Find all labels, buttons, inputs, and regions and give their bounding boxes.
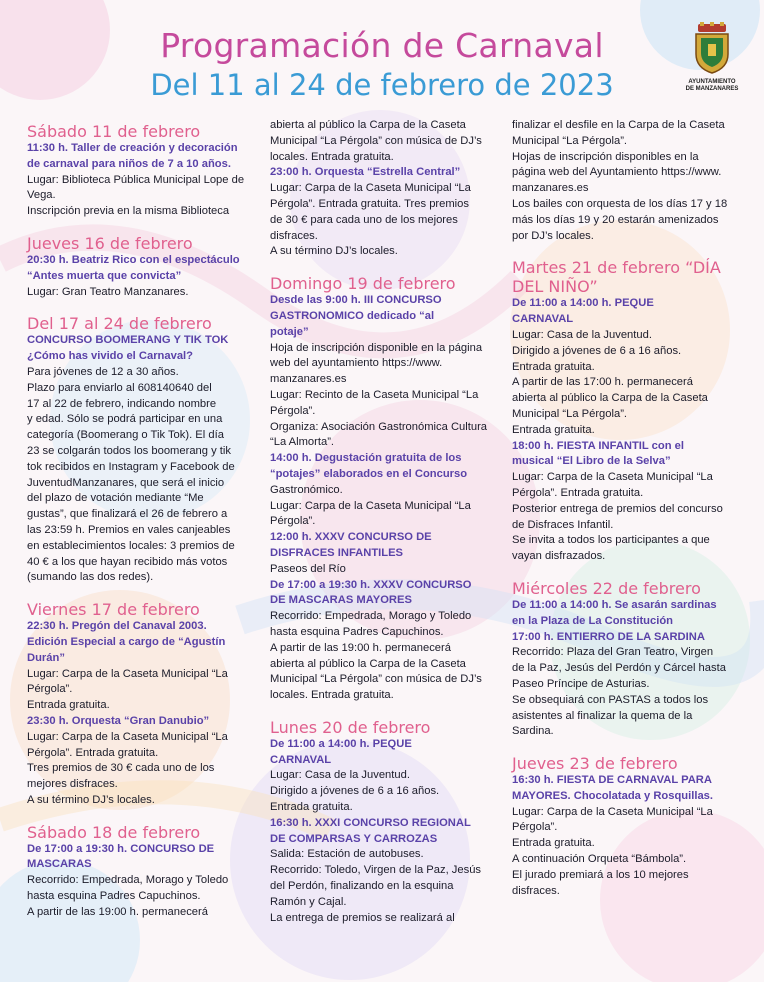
page-subtitle: Del 11 al 24 de febrero de 2023 bbox=[150, 68, 614, 102]
day-heading: Lunes 20 de febrero bbox=[270, 717, 431, 737]
column-3 bbox=[512, 118, 744, 899]
event-line: 12:00 h. XXXV CONCURSO DE bbox=[270, 531, 432, 544]
detail-line: las 23:59 h. Premios en vales canjeables bbox=[27, 523, 231, 536]
event-line: CARNAVAL bbox=[512, 313, 574, 326]
detail-line: Municipal “La Pérgola” con música de DJ’s bbox=[270, 673, 482, 686]
detail-line: JuventudManzanares, que será el inicio bbox=[27, 476, 225, 489]
section-spacer bbox=[27, 220, 253, 234]
coat-of-arms-icon bbox=[690, 22, 734, 74]
detail-line: Vega. bbox=[27, 189, 56, 202]
detail-line: abierta al público la Carpa de la Caseta bbox=[512, 392, 708, 405]
event-line: De 17:00 a 19:30 h. XXXV CONCURSO bbox=[270, 578, 472, 591]
logo bbox=[680, 22, 744, 93]
detail-line: Los bailes con orquesta de los días 17 y 18 bbox=[512, 197, 728, 210]
detail-line: web del ayuntamiento https://www. bbox=[270, 357, 443, 370]
detail-line: de Disfraces Infantil. bbox=[512, 518, 614, 531]
detail-line: Entrada gratuita. bbox=[512, 360, 595, 373]
detail-line: manzanares.es bbox=[270, 373, 347, 386]
event-line: “Antes muerta que convicta” bbox=[27, 269, 182, 282]
detail-line: “La Almorta”. bbox=[270, 436, 335, 449]
event-line: De 11:00 a 14:00 h. Se asarán sardinas bbox=[512, 598, 717, 611]
detail-line: Gastronómico. bbox=[270, 483, 343, 496]
event-line: Desde las 9:00 h. III CONCURSO bbox=[270, 294, 442, 307]
detail-line: Se obsequiará con PASTAS a todos los bbox=[512, 693, 709, 706]
detail-line: Pérgola”. Entrada gratuita. Tres premios bbox=[270, 197, 469, 210]
detail-line: Para jóvenes de 12 a 30 años. bbox=[27, 365, 179, 378]
detail-line: Dirigido a jóvenes de 6 a 16 años. bbox=[270, 785, 440, 798]
detail-line: Lugar: Carpa de la Caseta Municipal “La bbox=[27, 730, 228, 743]
detail-line: categoría (Boomerang o Tik Tok). El día bbox=[27, 429, 224, 442]
detail-line: en establecimientos locales: 3 premios de bbox=[27, 539, 235, 552]
event-line: de carnaval para niños de 7 a 10 años. bbox=[27, 157, 231, 170]
detail-line: hasta esquina Padres Capuchinos. bbox=[270, 625, 444, 638]
event-line: CONCURSO BOOMERANG Y TIK TOK bbox=[27, 334, 229, 347]
day-heading: Sábado 11 de febrero bbox=[27, 122, 201, 141]
event-line: 16:30 h. FIESTA DE CARNAVAL PARA bbox=[512, 774, 712, 787]
event-line: potaje” bbox=[270, 325, 309, 338]
detail-line: de 30 € para cada uno de los mejores bbox=[270, 213, 458, 226]
detail-line: Municipal “La Pérgola”. bbox=[512, 134, 628, 147]
detail-line: locales. Entrada gratuita. bbox=[270, 689, 394, 702]
event-line: GASTRONOMICO dedicado “al bbox=[270, 309, 435, 322]
day-heading: Del 17 al 24 de febrero bbox=[27, 314, 212, 334]
logo-caption-1: AYUNTAMIENTO bbox=[688, 79, 736, 85]
detail-line: Paseos del Río bbox=[270, 562, 346, 575]
detail-line: Lugar: Gran Teatro Manzanares. bbox=[27, 285, 189, 298]
detail-line: A partir de las 17:00 h. permanecerá bbox=[512, 376, 693, 389]
event-line: 20:30 h. Beatriz Rico con el espectáculo bbox=[27, 253, 240, 266]
detail-line: A continuación Orqueta “Bámbola”. bbox=[512, 853, 687, 866]
detail-line: Lugar: Carpa de la Caseta Municipal “La bbox=[27, 667, 228, 680]
detail-line: A partir de las 19:00 h. permanecerá bbox=[270, 641, 451, 654]
detail-line: Hoja de inscripción disponible en la página bbox=[270, 341, 483, 354]
detail-line: Organiza: Asociación Gastronómica Cultura bbox=[270, 420, 488, 433]
section-spacer bbox=[27, 300, 253, 314]
event-line: 17:00 h. ENTIERRO DE LA SARDINA bbox=[512, 630, 705, 643]
detail-line: asistentes al finalizar la quema de la bbox=[512, 709, 693, 722]
detail-line: Recorrido: Empedrada, Morago y Toledo bbox=[270, 610, 472, 623]
detail-line: Ramón y Cajal. bbox=[270, 895, 347, 908]
event-line: De 11:00 a 14:00 h. PEQUE bbox=[512, 297, 654, 310]
detail-line: A su término DJ’s locales. bbox=[27, 793, 155, 806]
event-line: 18:00 h. FIESTA INFANTIL con el bbox=[512, 439, 684, 452]
detail-line: tok recibidos en Instagram y Facebook de bbox=[27, 460, 235, 473]
detail-line: Pérgola”. bbox=[512, 821, 558, 834]
section-spacer bbox=[270, 704, 498, 718]
detail-line: página web del Ayuntamiento https://www. bbox=[512, 166, 722, 179]
detail-line: locales. Entrada gratuita. bbox=[270, 150, 394, 163]
detail-line: Inscripción previa en la misma Biblioteca bbox=[27, 205, 230, 218]
detail-line: Salida: Estación de autobuses. bbox=[270, 848, 424, 861]
detail-line: Municipal “La Pérgola” con música de DJ’s bbox=[270, 134, 482, 147]
section-spacer bbox=[512, 565, 744, 579]
event-line: en la Plaza de La Constitución bbox=[512, 614, 674, 627]
event-line: ¿Cómo has vivido el Carnaval? bbox=[27, 350, 193, 363]
event-line: MAYORES. Chocolatada y Rosquillas. bbox=[512, 789, 714, 802]
detail-line: Entrada gratuita. bbox=[27, 699, 110, 712]
detail-line: Lugar: Carpa de la Caseta Municipal “La bbox=[270, 182, 471, 195]
event-line: CARNAVAL bbox=[270, 753, 332, 766]
event-line: 11:30 h. Taller de creación y decoración bbox=[27, 142, 238, 154]
detail-line: Paseo Príncipe de Asturias. bbox=[512, 677, 650, 690]
detail-line: Entrada gratuita. bbox=[512, 423, 595, 436]
detail-line: por DJ’s locales. bbox=[512, 229, 594, 242]
detail-line: Lugar: Carpa de la Caseta Municipal “La bbox=[512, 805, 713, 818]
day-heading: Domingo 19 de febrero bbox=[270, 274, 456, 294]
event-line: 23:00 h. Orquesta “Estrella Central” bbox=[270, 166, 461, 179]
detail-line: Pérgola”. Entrada gratuita. bbox=[27, 746, 159, 759]
detail-line: Hojas de inscripción disponibles en la bbox=[512, 150, 699, 163]
detail-line: disfraces. bbox=[270, 229, 318, 242]
detail-line: Entrada gratuita. bbox=[270, 801, 353, 814]
detail-line: disfraces. bbox=[512, 884, 560, 897]
day-heading: Martes 21 de febrero “DÍA bbox=[512, 258, 721, 278]
detail-line: abierta al público la Carpa de la Caseta bbox=[270, 119, 466, 131]
day-heading: Miércoles 22 de febrero bbox=[512, 578, 701, 598]
event-line: DISFRACES INFANTILES bbox=[270, 546, 404, 559]
detail-line: Pérgola”. bbox=[270, 515, 316, 528]
day-heading: Sábado 18 de febrero bbox=[27, 822, 201, 842]
detail-line: Recorrido: Empedrada, Morago y Toledo bbox=[27, 874, 229, 887]
detail-line: Lugar: Recinto de la Caseta Municipal “La bbox=[270, 388, 479, 401]
detail-line: Recorrido: Toledo, Virgen de la Paz, Jesús bbox=[270, 864, 482, 877]
event-line: De 17:00 a 19:30 h. CONCURSO DE bbox=[27, 842, 215, 855]
event-line: DE COMPARSAS Y CARROZAS bbox=[270, 832, 438, 845]
detail-line: Lugar: Biblioteca Pública Municipal Lope de bbox=[27, 173, 245, 186]
event-line: 23:30 h. Orquesta “Gran Danubio” bbox=[27, 714, 210, 727]
detail-line: Tres premios de 30 € cada uno de los bbox=[27, 762, 215, 775]
detail-line: finalizar el desfile en la Carpa de la Caseta bbox=[512, 119, 725, 131]
detail-line: del plazo de votación mediante “Me bbox=[27, 492, 204, 505]
detail-line: gustas”, que finalizará el 26 de febrero a bbox=[27, 508, 228, 521]
detail-line: vayan disfrazados. bbox=[512, 550, 606, 563]
detail-line: Pérgola”. bbox=[27, 683, 73, 696]
detail-line: más los días 19 y 20 estarán amenizados bbox=[512, 213, 719, 226]
detail-line: abierta al público la Carpa de la Caseta bbox=[270, 657, 466, 670]
detail-line: A partir de las 19:00 h. permanecerá bbox=[27, 905, 208, 918]
detail-line: Plazo para enviarlo al 608140640 del bbox=[27, 381, 212, 394]
event-line: Edición Especial a cargo de “Agustín bbox=[27, 635, 226, 648]
event-line: musical “El Libro de la Selva” bbox=[512, 455, 671, 468]
detail-line: del Perdón, finalizando en la esquina bbox=[270, 880, 454, 893]
day-heading: Viernes 17 de febrero bbox=[27, 600, 200, 620]
event-line: 14:00 h. Degustación gratuita de los bbox=[270, 452, 462, 465]
section-spacer bbox=[27, 809, 253, 823]
detail-line: mejores disfraces. bbox=[27, 778, 118, 791]
detail-line: 17 al 22 de febrero, indicando nombre bbox=[27, 397, 217, 410]
logo-caption-2: DE MANZANARES bbox=[685, 86, 739, 92]
event-line: Durán” bbox=[27, 651, 65, 664]
detail-line: Lugar: Carpa de la Caseta Municipal “La bbox=[512, 471, 713, 484]
day-heading: DEL NIÑO” bbox=[512, 277, 598, 297]
section-spacer bbox=[270, 260, 498, 274]
detail-line: Recorrido: Plaza del Gran Teatro, Virgen bbox=[512, 646, 714, 659]
detail-line: (sumando las dos redes). bbox=[27, 571, 154, 584]
detail-line: Lugar: Casa de la Juventud. bbox=[270, 769, 410, 782]
detail-line: 40 € a los que hayan recibido más votos bbox=[27, 555, 228, 568]
detail-line: Sardina. bbox=[512, 725, 554, 738]
day-heading: Jueves 16 de febrero bbox=[27, 233, 193, 253]
detail-line: de la Paz, Jesús del Perdón y Cárcel hasta bbox=[512, 662, 726, 675]
column-1 bbox=[27, 122, 253, 921]
detail-line: Lugar: Carpa de la Caseta Municipal “La bbox=[270, 499, 471, 512]
detail-line: Dirigido a jóvenes de 6 a 16 años. bbox=[512, 344, 682, 357]
detail-line: manzanares.es bbox=[512, 182, 589, 195]
event-line: 16:30 h. XXXI CONCURSO REGIONAL bbox=[270, 816, 471, 829]
event-line: 22:30 h. Pregón del Canaval 2003. bbox=[27, 620, 207, 633]
column-2 bbox=[270, 118, 498, 926]
detail-line: Lugar: Casa de la Juventud. bbox=[512, 328, 652, 341]
event-line: DE MASCARAS MAYORES bbox=[270, 594, 412, 607]
detail-line: Se invita a todos los participantes a que bbox=[512, 534, 710, 547]
detail-line: 23 se colgarán todos los boomerang y tik bbox=[27, 444, 231, 457]
section-spacer bbox=[512, 244, 744, 258]
event-line: De 11:00 a 14:00 h. PEQUE bbox=[270, 737, 412, 750]
day-heading: Jueves 23 de febrero bbox=[512, 754, 678, 774]
event-line: “potajes” elaborados en el Concurso bbox=[270, 467, 468, 480]
page-title: Programación de Carnaval bbox=[160, 26, 604, 65]
detail-line: La entrega de premios se realizará al bbox=[270, 911, 455, 924]
detail-line: Municipal “La Pérgola”. bbox=[512, 407, 628, 420]
detail-line: Entrada gratuita. bbox=[512, 837, 595, 850]
section-spacer bbox=[512, 740, 744, 754]
event-line: MASCARAS bbox=[27, 858, 92, 871]
detail-line: Pérgola”. bbox=[270, 404, 316, 417]
detail-line: Pérgola”. Entrada gratuita. bbox=[512, 486, 644, 499]
section-spacer bbox=[27, 586, 253, 600]
detail-line: El jurado premiará a los 10 mejores bbox=[512, 868, 689, 881]
detail-line: hasta esquina Padres Capuchinos. bbox=[27, 890, 201, 903]
detail-line: y edad. Sólo se podrá participar en una bbox=[27, 413, 223, 426]
detail-line: Posterior entrega de premios del concurso bbox=[512, 502, 723, 515]
detail-line: A su término DJ’s locales. bbox=[270, 245, 398, 258]
